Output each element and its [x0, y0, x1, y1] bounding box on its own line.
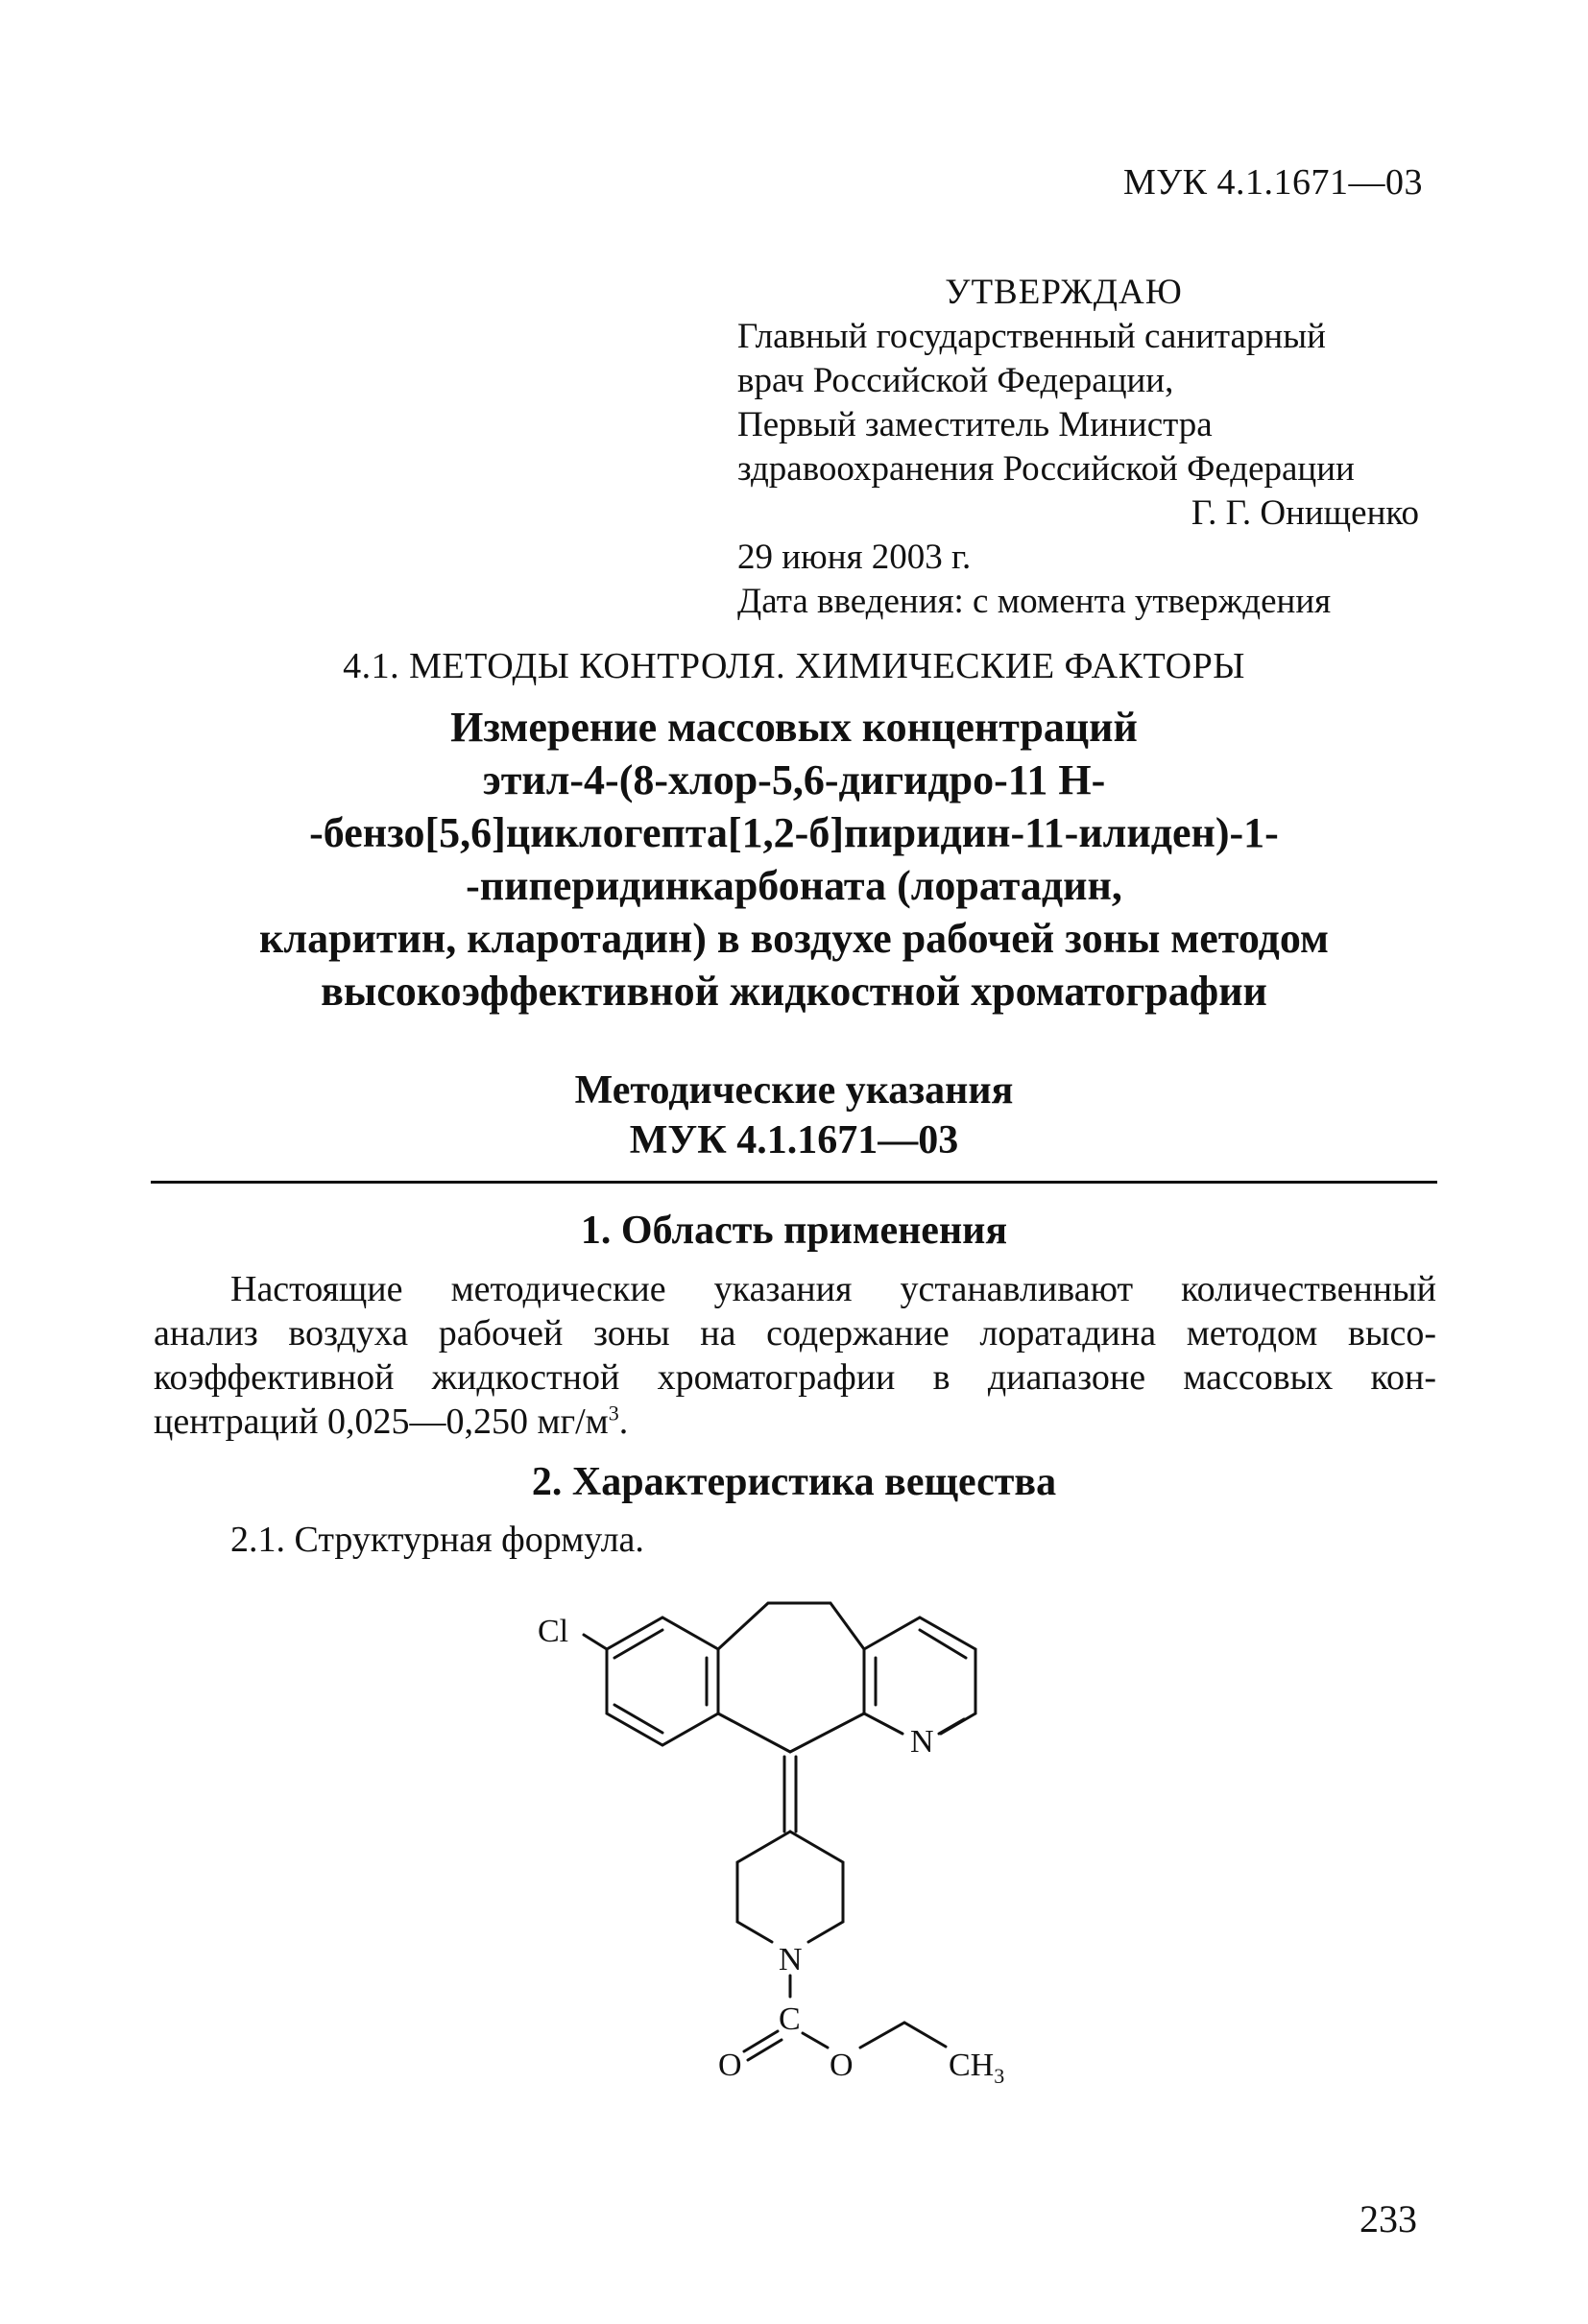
- body-line: коэффективной жидкостной хроматографии в диапазоне массовых кон-: [154, 1357, 1436, 1398]
- formula-caption: 2.1. Структурная формула.: [230, 1520, 644, 1560]
- approval-effective-date: Дата введения: с момента утверждения: [737, 582, 1332, 621]
- structural-formula: [538, 1565, 1075, 2102]
- bond: [584, 1635, 607, 1649]
- bond: [744, 2031, 778, 2051]
- body-text-span: центраций 0,025—0,250 мг/м: [154, 1402, 609, 1442]
- pyridine-nitrogen-label: N: [910, 1724, 934, 1760]
- body-line: анализ воздуха рабочей зоны на содержание лоратадина методом высо-: [154, 1313, 1436, 1354]
- approval-line: Главный государственный санитарный: [737, 317, 1326, 356]
- bond: [920, 1630, 966, 1658]
- pyridine-ring: [864, 1617, 975, 1734]
- bond: [748, 2040, 782, 2060]
- approval-heading: УТВЕРЖДАЮ: [945, 273, 1183, 312]
- bridge: [718, 1603, 864, 1649]
- bond: [939, 1719, 964, 1734]
- methyl-text: CH: [949, 2048, 995, 2083]
- chlorine-label: Cl: [538, 1614, 569, 1649]
- section-1-body: [154, 1267, 1436, 1444]
- document-title: [144, 701, 1444, 1018]
- superscript: 3: [608, 1401, 619, 1426]
- horizontal-rule: [151, 1181, 1437, 1184]
- methyl-label: [949, 2048, 1004, 2088]
- title-line: Измерение массовых концентраций: [450, 704, 1138, 751]
- document-subtitle: [0, 1066, 1588, 1165]
- body-line-last: [154, 1400, 1436, 1444]
- approval-signer: Г. Г. Онищенко: [1191, 493, 1419, 533]
- subtitle-code: МУК 4.1.1671—03: [629, 1118, 959, 1162]
- approval-date: 29 июня 2003 г.: [737, 538, 972, 577]
- pyridine-ring: [864, 1649, 902, 1734]
- bond: [803, 2033, 828, 2048]
- piperidine-ring: [790, 1832, 843, 1942]
- piperidine-nitrogen-label: N: [779, 1942, 803, 1977]
- ethyl-chain: [860, 2023, 946, 2048]
- central-bonds: [718, 1713, 864, 1752]
- title-line: высокоэффективной жидкостной хроматографии: [321, 968, 1267, 1015]
- piperidine-ring: [737, 1832, 790, 1942]
- approval-line: врач Российской Федерации,: [737, 361, 1174, 400]
- body-line: Настоящие методические указания устанавливают количественный: [230, 1269, 1436, 1309]
- ester-oxygen-label: O: [830, 2048, 854, 2083]
- page-number: 233: [1359, 2197, 1417, 2240]
- bond: [614, 1705, 662, 1733]
- body-text-span: .: [618, 1402, 629, 1442]
- benzene-ring: [607, 1617, 718, 1745]
- section-caption: 4.1. МЕТОДЫ КОНТРОЛЯ. ХИМИЧЕСКИЕ ФАКТОРЫ: [343, 646, 1245, 686]
- section-2-heading: 2. Характеристика вещества: [531, 1460, 1057, 1504]
- title-line: кларитин, кларотадин) в воздухе рабочей зоны методом: [259, 915, 1329, 962]
- title-line: этил-4-(8-хлор-5,6-дигидро-11 Н-: [482, 756, 1106, 803]
- bond: [614, 1630, 662, 1658]
- methyl-subscript: 3: [994, 2064, 1005, 2088]
- section-1-heading: 1. Область применения: [580, 1209, 1008, 1253]
- subtitle-line: Методические указания: [574, 1068, 1014, 1113]
- carbonyl-carbon-label: C: [779, 2001, 801, 2037]
- document-code: МУК 4.1.1671—03: [1122, 162, 1423, 203]
- approval-block: [737, 271, 1429, 624]
- title-line: -пиперидинкарбоната (лоратадин,: [466, 862, 1122, 909]
- approval-line: Первый заместитель Министра: [737, 405, 1213, 444]
- approval-line: здравоохранения Российской Федерации: [737, 449, 1355, 489]
- carbonyl-oxygen-label: O: [718, 2048, 742, 2083]
- title-line: -бензо[5,6]циклогепта[1,2-б]пиридин-11-илиден)-1-: [309, 809, 1279, 856]
